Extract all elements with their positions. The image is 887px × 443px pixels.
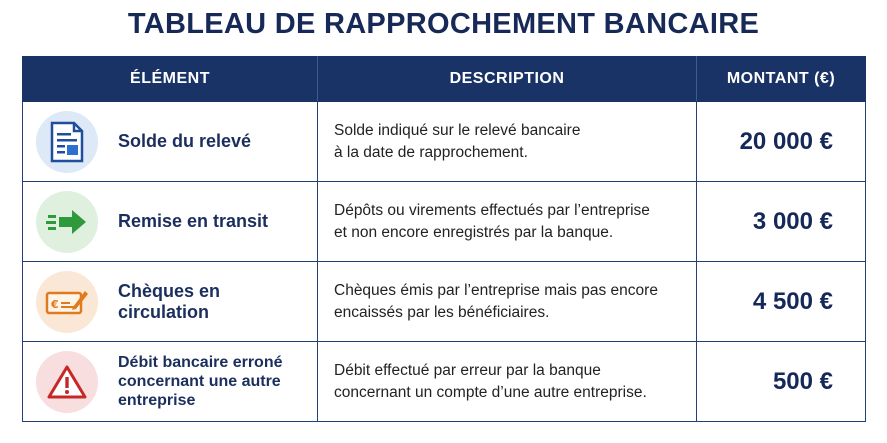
element-cell <box>23 342 318 422</box>
description-line: Dépôts ou virements effectués par l’entreprise <box>334 201 650 219</box>
description-line: Chèques émis par l’entreprise mais pas encore <box>334 281 658 299</box>
element-label-line: concernant une autre <box>118 373 281 390</box>
element-label-line: Débit bancaire erroné <box>118 354 283 371</box>
icon-badge <box>36 111 98 173</box>
element-cell-content <box>24 111 316 173</box>
description-line: concernant un compte d’une autre entreprise. <box>334 383 647 401</box>
description-cell <box>318 182 697 262</box>
description-line: Solde indiqué sur le relevé bancaire <box>334 121 581 139</box>
element-cell <box>23 182 318 262</box>
element-label <box>118 353 283 410</box>
arrow-right-icon <box>46 208 88 236</box>
table-row <box>23 102 866 182</box>
description-cell <box>318 342 697 422</box>
description-line: et non encore enregistrés par la banque. <box>334 223 614 241</box>
table-row <box>23 342 866 422</box>
page-title: TABLEAU DE RAPPROCHEMENT BANCAIRE <box>127 8 760 40</box>
table-header-row <box>23 57 866 102</box>
amount-cell: 3 000 € <box>697 182 866 262</box>
description-cell <box>318 262 697 342</box>
description-line: encaissés par les bénéficiaires. <box>334 303 550 321</box>
table-row <box>23 262 866 342</box>
amount-cell: 4 500 € <box>697 262 866 342</box>
header-amount: MONTANT (€) <box>697 57 866 102</box>
element-cell-content <box>24 351 316 413</box>
cheque-icon <box>45 287 89 317</box>
element-cell <box>23 262 318 342</box>
element-cell <box>23 102 318 182</box>
element-label: Solde du relevé <box>118 131 252 151</box>
element-label: Chèques en circulation <box>118 280 221 322</box>
element-cell-content <box>24 191 316 253</box>
amount-cell: 500 € <box>697 342 866 422</box>
icon-badge <box>36 351 98 413</box>
icon-badge <box>36 191 98 253</box>
icon-badge <box>36 271 98 333</box>
description-line: à la date de rapprochement. <box>334 143 528 161</box>
header-element: ÉLÉMENT <box>23 57 318 102</box>
table-row <box>23 182 866 262</box>
amount-cell: 20 000 € <box>697 102 866 182</box>
element-label: Remise en transit <box>118 211 269 231</box>
reconciliation-table <box>22 56 866 422</box>
svg-text:€: € <box>51 297 59 311</box>
description-cell <box>318 102 697 182</box>
warning-icon <box>47 364 87 400</box>
description-line: Débit effectué par erreur par la banque <box>334 361 601 379</box>
header-description: DESCRIPTION <box>318 57 697 102</box>
element-cell-content <box>24 271 316 333</box>
document-icon <box>48 121 86 163</box>
element-label-line: entreprise <box>118 392 196 409</box>
